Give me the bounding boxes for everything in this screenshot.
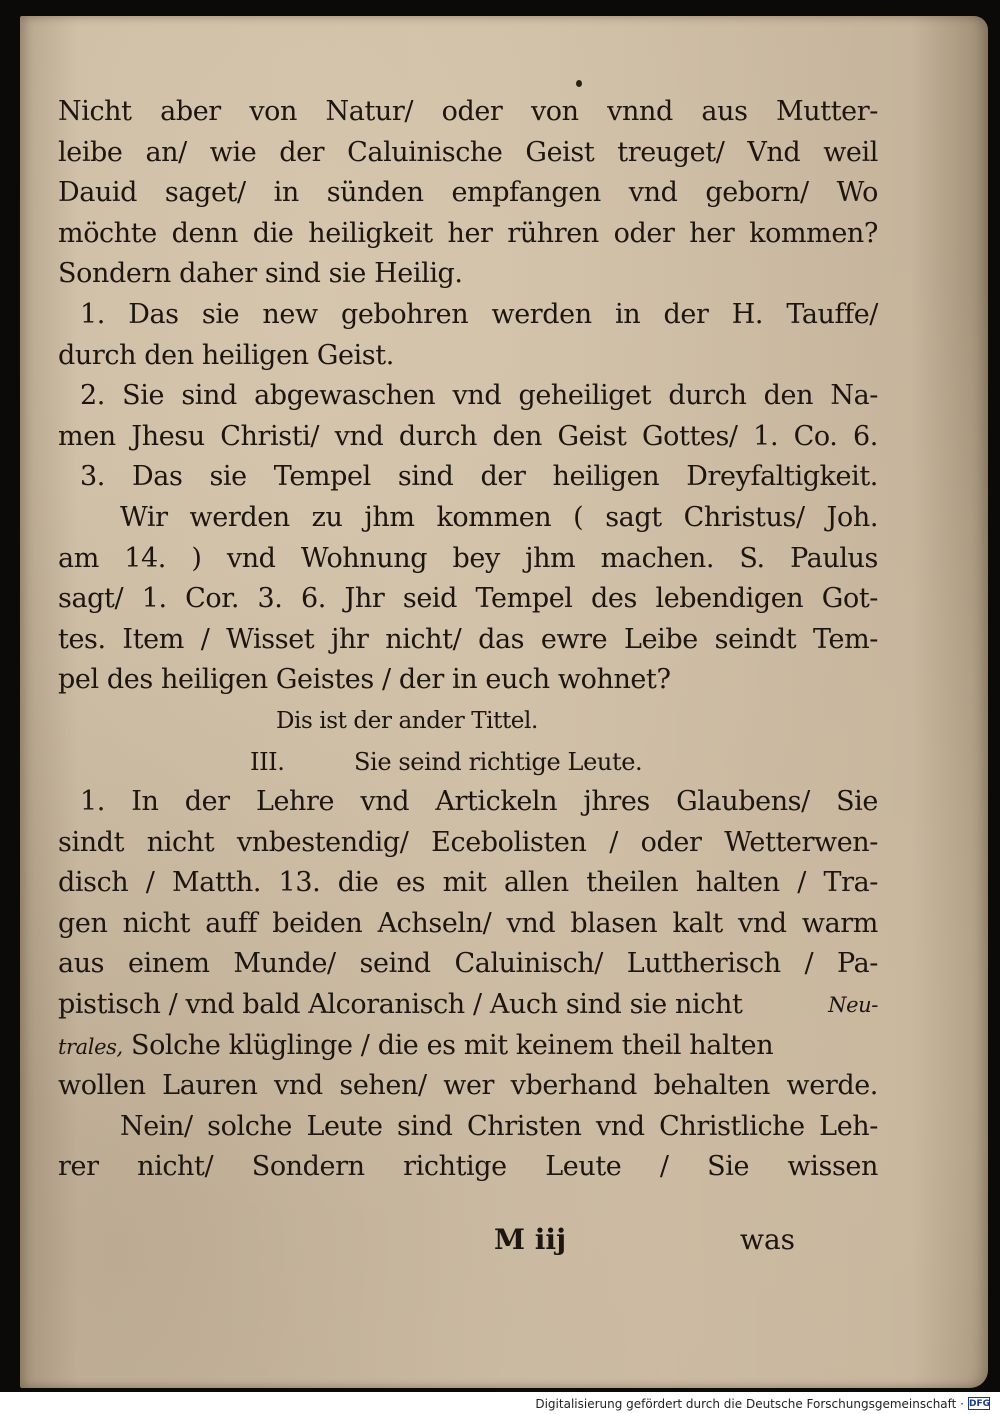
section-title: Dis ist der ander Tittel. [276, 707, 538, 734]
text-line: Nein/ solche Leute sind Christen vnd Christliche Leh- [120, 1110, 878, 1142]
catchword: was [740, 1223, 796, 1256]
text-line: möchte denn die heiligkeit her rühren oder her kommen? [58, 217, 878, 249]
text-line: 1. Das sie new gebohren werden in der H. Tauffe/ [80, 298, 878, 330]
section-number: III. [250, 747, 285, 776]
text-line: Dauid saget/ in sünden empfangen vnd geborn/ Wo [58, 177, 878, 209]
text-line: sindt nicht vnbestendig/ Ecebolisten / oder Wetterwen- [58, 826, 878, 858]
text-line: tes. Item / Wisset jhr nicht/ das ewre Leibe seindt Tem- [58, 623, 878, 655]
text-line: rer nicht/ Sondern richtige Leute / Sie wissen [58, 1151, 878, 1183]
text-line: disch / Matth. 13. die es mit allen theilen halten / Tra- [58, 867, 878, 899]
text-line [58, 985, 878, 1026]
text-line: men Jhesu Christi/ vnd durch den Geist Gottes/ 1. Co. 6. [58, 420, 878, 452]
text-line: gen nicht auff beiden Achseln/ vnd blasen kalt vnd warm [58, 907, 878, 939]
section-heading [58, 742, 878, 783]
signature-mark: M iij [494, 1223, 567, 1256]
text-line: 3. Das sie Tempel sind der heiligen Dreyfaltigkeit. [80, 461, 878, 493]
text-line: leibe an/ wie der Caluinische Geist treuget/ Vnd weil [58, 136, 878, 168]
text-line: sagt/ 1. Cor. 3. 6. Jhr seid Tempel des lebendigen Got- [58, 583, 878, 615]
page-footer [58, 1220, 878, 1260]
page-mark [576, 80, 582, 87]
text-line: pel des heiligen Geistes / der in euch wohnet? [58, 664, 671, 696]
text-line-part: Solche klüglinge / die es mit keinem theil halten [122, 1029, 774, 1061]
section-heading-text: Sie seind richtige Leute. [354, 747, 643, 776]
text-line: durch den heiligen Geist. [58, 339, 394, 371]
text-line: Sondern daher sind sie Heilig. [58, 258, 463, 290]
latin-word: trales, [58, 1034, 123, 1059]
text-line: Nicht aber von Natur/ oder von vnnd aus Mutter- [58, 96, 878, 127]
text-line: 1. In der Lehre vnd Artickeln jhres Glaubens/ Sie [80, 786, 878, 818]
text-line: Wir werden zu jhm kommen ( sagt Christus/ Joh. [120, 501, 878, 533]
page-text-block [58, 92, 878, 1188]
text-line: am 14. ) vnd Wohnung bey jhm machen. S. Paulus [58, 542, 878, 574]
text-line [58, 1026, 878, 1067]
dfg-logo: DFG [969, 1399, 991, 1409]
text-line-part: pistisch / vnd bald Alcoranisch / Auch sind sie nicht [58, 989, 743, 1021]
text-line: 2. Sie sind abgewaschen vnd geheiliget durch den Na- [80, 380, 878, 412]
digitization-credit: Digitalisierung gefördert durch die Deutsche Forschungsgemeinschaft · [535, 1397, 964, 1411]
latin-word: Neu- [828, 993, 878, 1018]
text-line: wollen Lauren vnd sehen/ wer vberhand behalten werde. [58, 1070, 878, 1102]
text-line: aus einem Munde/ seind Caluinisch/ Luttherisch / Pa- [58, 948, 878, 980]
